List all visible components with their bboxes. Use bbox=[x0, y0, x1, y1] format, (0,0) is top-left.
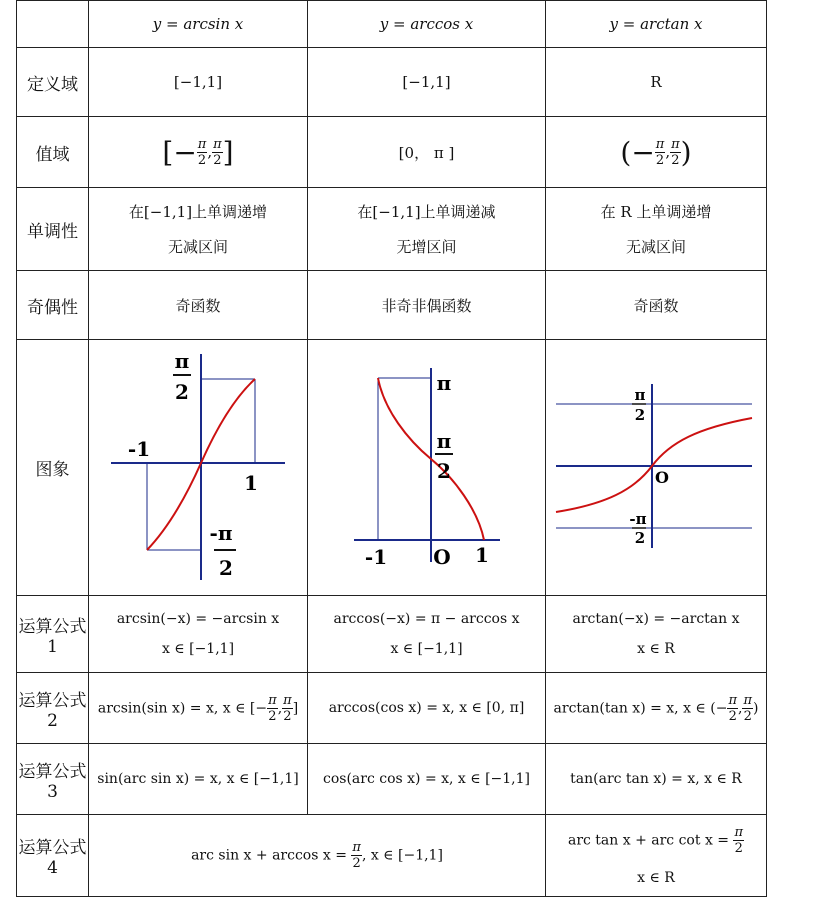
formula3-arctan: tan(arc tan x) = x, x ∈ R bbox=[546, 744, 767, 815]
arccos-left-label: -1 bbox=[364, 545, 388, 569]
range-row bbox=[17, 117, 767, 188]
arccos-mid-den: 2 bbox=[437, 459, 451, 483]
arctan-origin: O bbox=[655, 468, 669, 487]
range-arctan: (− $\frac{\pi}{2}$ , $\frac{\pi}{2}$ ) bbox=[546, 117, 767, 188]
formula2-arctan: arctan(tan x) = x, x ∈ (− $\frac{\pi}{2}$ , $\frac{\pi}{2}$ ) bbox=[546, 673, 767, 744]
label-monotonic: 单调性 bbox=[17, 188, 89, 271]
formula3-arcsin: sin(arc sin x) = x, x ∈ [−1,1] bbox=[89, 744, 308, 815]
monotonic-row bbox=[17, 188, 767, 271]
parity-arccos: 非奇非偶函数 bbox=[308, 271, 546, 340]
formula2-arccos: arccos(cos x) = x, x ∈ [0, π] bbox=[308, 673, 546, 744]
header-arcsin: y = arcsin x bbox=[89, 1, 308, 48]
arccos-right-label: 1 bbox=[475, 543, 489, 567]
label-range: 值域 bbox=[17, 117, 89, 188]
formula3-row bbox=[17, 744, 767, 815]
formula2-row bbox=[17, 673, 767, 744]
formula1-arccos: arccos(−x) = π − arccos x x ∈ [−1,1] bbox=[308, 596, 546, 673]
arctan-bottom-den: 2 bbox=[634, 529, 646, 547]
formula4-row bbox=[17, 815, 767, 897]
arccos-mid-pi: π bbox=[436, 429, 452, 453]
corner-cell bbox=[17, 1, 89, 48]
formula3-arccos: cos(arc cos x) = x, x ∈ [−1,1] bbox=[308, 744, 546, 815]
monotonic-arccos: 在[−1,1]上单调递减 无增区间 bbox=[308, 188, 546, 271]
arccos-origin: O bbox=[433, 545, 451, 569]
graph-arctan-cell bbox=[546, 340, 767, 596]
range-arcsin: [− $\frac{\pi}{2}$ , $\frac{\pi}{2}$ ] bbox=[89, 117, 308, 188]
range-arccos: [0， π ] bbox=[308, 117, 546, 188]
domain-row bbox=[17, 48, 767, 117]
parity-row bbox=[17, 271, 767, 340]
graph-arccos-cell bbox=[308, 340, 546, 596]
graph-arcsin-cell bbox=[89, 340, 308, 596]
arcsin-right-label: 1 bbox=[244, 471, 258, 495]
formula1-row bbox=[17, 596, 767, 673]
monotonic-arcsin: 在[−1,1]上单调递增 无减区间 bbox=[89, 188, 308, 271]
arctan-graph bbox=[546, 340, 767, 591]
arcsin-bottom-pi: -π bbox=[209, 521, 233, 545]
label-graph: 图象 bbox=[17, 340, 89, 596]
monotonic-arctan: 在 R 上单调递增 无减区间 bbox=[546, 188, 767, 271]
formula2-arcsin: arcsin(sin x) = x, x ∈ [− $\frac{\pi}{2}$ , $\frac{\pi}{2}$ ] bbox=[89, 673, 308, 744]
domain-arccos: [−1,1] bbox=[308, 48, 546, 117]
label-formula3: 运算公式3 bbox=[17, 744, 89, 815]
formula1-arctan: arctan(−x) = −arctan x x ∈ R bbox=[546, 596, 767, 673]
label-parity: 奇偶性 bbox=[17, 271, 89, 340]
parity-arctan: 奇函数 bbox=[546, 271, 767, 340]
inverse-trig-table bbox=[16, 0, 767, 897]
graph-row bbox=[17, 340, 767, 596]
label-formula1: 运算公式1 bbox=[17, 596, 89, 673]
domain-arcsin: [−1,1] bbox=[89, 48, 308, 117]
domain-arctan: R bbox=[546, 48, 767, 117]
arctan-top-pi: π bbox=[634, 386, 646, 404]
header-arccos: y = arccos x bbox=[308, 1, 546, 48]
arcsin-graph bbox=[89, 340, 308, 591]
header-row bbox=[17, 1, 767, 48]
formula4-left: arc sin x + arccos x = $\frac{\pi}{2}$ , x ∈ [−1,1] bbox=[89, 815, 546, 897]
arccos-top-pi: π bbox=[436, 371, 452, 395]
label-formula2: 运算公式2 bbox=[17, 673, 89, 744]
arcsin-left-label: -1 bbox=[127, 437, 151, 461]
label-formula4: 运算公式4 bbox=[17, 815, 89, 897]
formula1-arcsin: arcsin(−x) = −arcsin x x ∈ [−1,1] bbox=[89, 596, 308, 673]
parity-arcsin: 奇函数 bbox=[89, 271, 308, 340]
label-domain: 定义域 bbox=[17, 48, 89, 117]
arctan-bottom-pi: -π bbox=[629, 510, 647, 528]
header-arctan: y = arctan x bbox=[546, 1, 767, 48]
arccos-graph bbox=[308, 340, 546, 591]
arcsin-top-pi: π bbox=[174, 349, 190, 373]
arctan-top-den: 2 bbox=[634, 406, 646, 424]
arcsin-bottom-den: 2 bbox=[219, 556, 233, 580]
formula4-right: arc tan x + arc cot x = $\frac{\pi}{2}$ x ∈ R bbox=[546, 815, 767, 897]
arcsin-top-den: 2 bbox=[175, 380, 189, 404]
